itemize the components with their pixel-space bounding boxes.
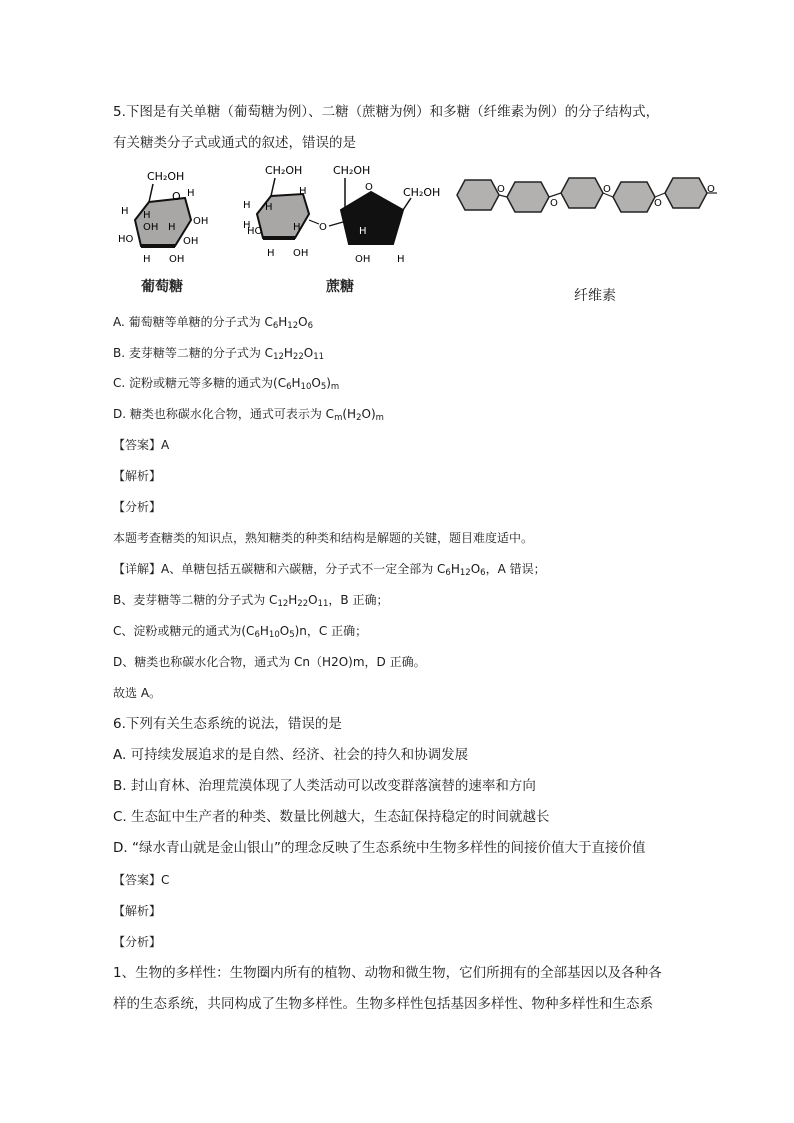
q6-option-a: A. 可持续发展追求的是自然、经济、社会的持久和协调发展 bbox=[113, 747, 469, 763]
svg-text:OH: OH bbox=[193, 216, 209, 227]
svg-text:O: O bbox=[497, 184, 505, 195]
svg-text:H: H bbox=[265, 202, 273, 213]
svg-text:O: O bbox=[172, 190, 181, 203]
svg-text:OH: OH bbox=[183, 236, 199, 247]
svg-text:H: H bbox=[299, 186, 307, 197]
q5-option-d: D. 糖类也称碳水化合物，通式可表示为 $C_m(H_2O)_m$ bbox=[113, 407, 384, 423]
q5-option-a: A. 葡萄糖等单糖的分子式为 $C_6H_{12}O_6$ bbox=[113, 315, 313, 331]
q5-detail-a: 【详解】A、单糖包括五碳糖和六碳糖，分子式不一定全部为 $C_6H_{12}O_6$，A 错误； bbox=[113, 562, 546, 578]
q6-point1-line2: 样的生态系统，共同构成了生物多样性。生物多样性包括基因多样性、物种多样性和生态系 bbox=[113, 996, 653, 1012]
svg-text:H: H bbox=[267, 248, 275, 259]
sucrose-structure bbox=[243, 164, 440, 265]
q6-stem: 6.下列有关生态系统的说法，错误的是 bbox=[113, 716, 342, 732]
q5-stem-line2: 有关糖类分子式或通式的叙述，错误的是 bbox=[113, 135, 356, 151]
svg-text:H: H bbox=[359, 226, 367, 237]
svg-text:H: H bbox=[243, 220, 251, 231]
q6-answer: 【答案】C bbox=[113, 873, 170, 887]
q5-detail-d: D、糖类也称碳水化合物，通式为 Cn（H2O)m，D 正确。 bbox=[113, 655, 426, 669]
sugar-structure-figure bbox=[113, 158, 733, 308]
svg-text:H: H bbox=[143, 254, 151, 265]
svg-text:H: H bbox=[121, 206, 129, 217]
q5-stem-line1: 5.下图是有关单糖（葡萄糖为例）、二糖（蔗糖为例）和多糖（纤维素为例）的分子结构式， bbox=[113, 104, 660, 120]
q5-detail-b: B、麦芽糖等二糖的分子式为 $C_{12}H_{22}O_{11}$，B 正确； bbox=[113, 593, 389, 609]
q5-option-c: C. 淀粉或糖元等多糖的通式为$(C_6H_{10}O_5)_m$ bbox=[113, 376, 340, 392]
svg-text:O: O bbox=[707, 184, 715, 195]
q6-option-c: C. 生态缸中生产者的种类、数量比例越大，生态缸保持稳定的时间就越长 bbox=[113, 809, 550, 825]
structure-diagram bbox=[113, 158, 733, 308]
q6-fenxi-heading: 【分析】 bbox=[113, 935, 162, 949]
svg-text:H: H bbox=[397, 254, 405, 265]
svg-text:OH: OH bbox=[293, 248, 309, 259]
q5-conclusion: 故选 A。 bbox=[113, 686, 162, 700]
svg-text:O: O bbox=[319, 222, 327, 233]
svg-text:H: H bbox=[187, 188, 195, 199]
sucrose-label: 蔗糖 bbox=[326, 279, 354, 295]
svg-text:OH: OH bbox=[169, 254, 185, 265]
svg-text:OH: OH bbox=[143, 222, 159, 233]
glucose-label: 葡萄糖 bbox=[141, 279, 183, 295]
svg-text:H: H bbox=[293, 222, 301, 233]
svg-text:CH₂OH: CH₂OH bbox=[265, 164, 303, 177]
q6-jiexi-heading: 【解析】 bbox=[113, 904, 162, 918]
svg-text:CH₂OH: CH₂OH bbox=[403, 186, 441, 199]
q5-jiexi-heading: 【解析】 bbox=[113, 469, 162, 483]
cellulose-label: 纤维素 bbox=[574, 288, 616, 304]
cellulose-structure bbox=[457, 178, 717, 212]
q5-analysis-text: 本题考查糖类的知识点，熟知糖类的种类和结构是解题的关键，题目难度适中。 bbox=[113, 531, 534, 545]
svg-text:H: H bbox=[168, 222, 176, 233]
svg-text:OH: OH bbox=[355, 254, 371, 265]
svg-text:O: O bbox=[654, 198, 662, 209]
svg-text:CH₂OH: CH₂OH bbox=[147, 170, 185, 183]
glucose-structure bbox=[118, 170, 208, 265]
svg-text:O: O bbox=[365, 182, 373, 193]
svg-text:HO: HO bbox=[247, 226, 263, 237]
q6-point1-line1: 1、生物的多样性：生物圈内所有的植物、动物和微生物，它们所拥有的全部基因以及各种各 bbox=[113, 965, 662, 981]
svg-text:HO: HO bbox=[118, 234, 134, 245]
q5-fenxi-heading: 【分析】 bbox=[113, 500, 162, 514]
svg-text:H: H bbox=[243, 200, 251, 211]
q6-option-d: D. “绿水青山就是金山银山”的理念反映了生态系统中生物多样性的间接价值大于直接价值 bbox=[113, 840, 646, 856]
q5-detail-c: C、淀粉或糖元的通式为$(C_6H_{10}O_5)n$，C 正确； bbox=[113, 624, 368, 640]
svg-text:H: H bbox=[143, 210, 151, 221]
q5-answer: 【答案】A bbox=[113, 438, 170, 452]
q6-option-b: B. 封山育林、治理荒漠体现了人类活动可以改变群落演替的速率和方向 bbox=[113, 778, 536, 794]
q5-option-b: B. 麦芽糖等二糖的分子式为 $C_{12}H_{22}O_{11}$ bbox=[113, 346, 325, 362]
svg-text:CH₂OH: CH₂OH bbox=[333, 164, 371, 177]
svg-text:O: O bbox=[603, 184, 611, 195]
svg-text:O: O bbox=[550, 198, 558, 209]
